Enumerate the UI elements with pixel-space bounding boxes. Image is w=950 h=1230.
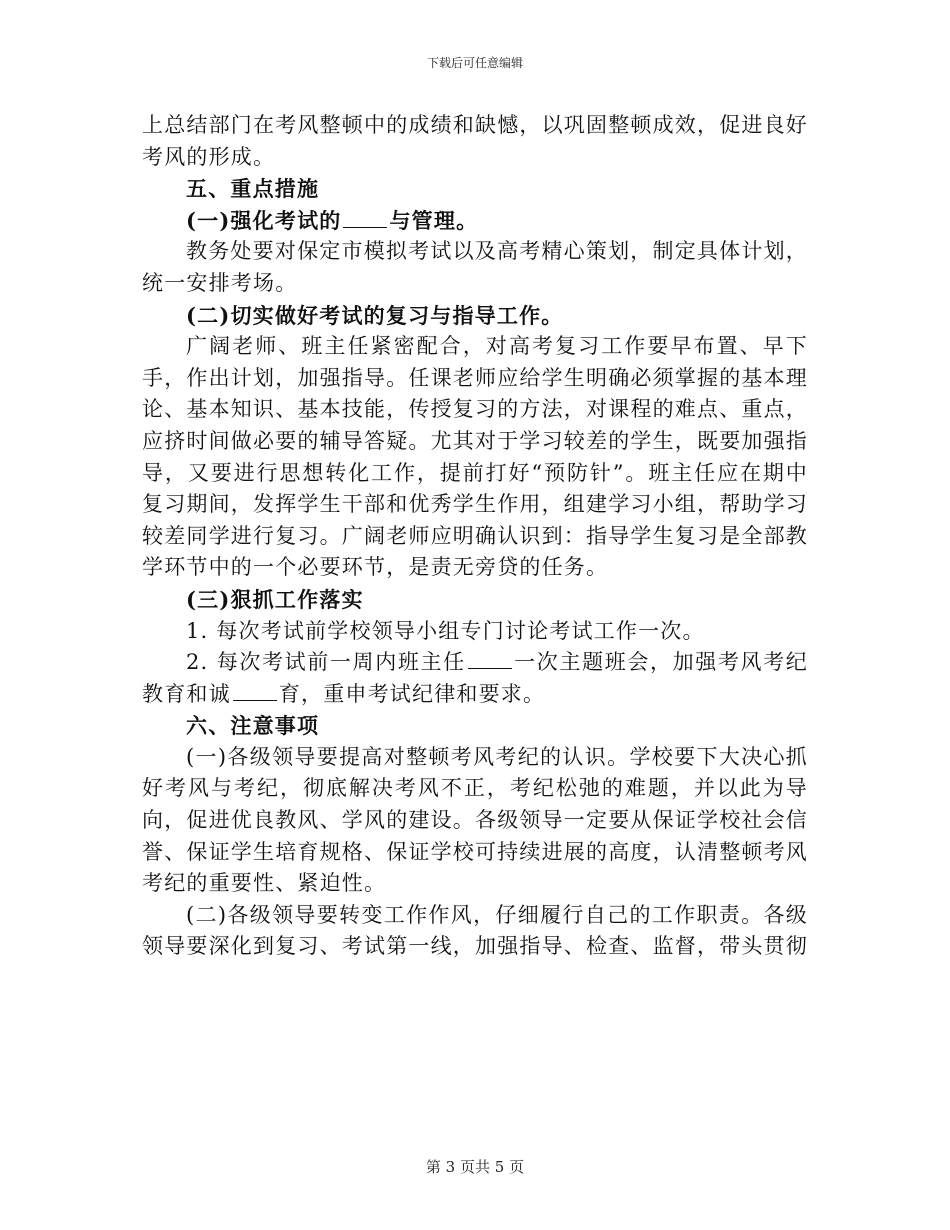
heading-key-measures: 五、重点措施 bbox=[186, 176, 320, 202]
subheading-text-start: (一)强化考试的 bbox=[186, 207, 342, 233]
page-footer: 第 3 页共 5 页 bbox=[425, 1158, 525, 1176]
fill-in-blank bbox=[343, 209, 387, 228]
list-item-2-text-a: 2. 每次考试前一周内班主任 bbox=[186, 650, 466, 675]
heading-notes: 六、注意事项 bbox=[186, 713, 320, 739]
fill-in-blank bbox=[468, 650, 512, 669]
paragraph-work-style: (二)各级领导要转变工作作风，仔细履行自己的工作职责。各级领导要深化到复习、考试第一线，加强指导、检查、监督，带头贯彻 bbox=[142, 902, 808, 959]
list-item-2-text-b: 一次主题班会，加强考风考纪教育和诚 bbox=[142, 650, 808, 706]
list-item-1: 1. 每次考试前学校领导小组专门讨论考试工作一次。 bbox=[186, 618, 705, 643]
fill-in-blank bbox=[233, 682, 277, 701]
paragraph-teachers-cooperation: 广阔老师、班主任紧密配合，对高考复习工作要早布置、早下手，作出计划，加强指导。任课老师应给学生明确必须掌握的基本理论、基本知识、基本技能，传授复习的方法，对课程的难点、重点，应挤时间做必要的辅导答疑。尤其对于学习较差的学生，既要加强指导，又要进行思想转化工作，提前打好“预防针”。班主任应在期中复习期间，发挥学生干部和优秀学生作用，组建学习小组，帮助学习较差同学进行复习。广阔老师应明确认识到：指导学生复习是全部教学环节中的一个必要环节，是责无旁贷的任务。 bbox=[142, 334, 808, 580]
subheading-strengthen-exam bbox=[142, 205, 808, 237]
paragraph-summary: 上总结部门在考风整顿中的成绩和缺憾，以巩固整顿成效，促进良好考风的形成。 bbox=[142, 113, 808, 169]
subheading-text-end: 与管理。 bbox=[389, 207, 479, 233]
page-header: 下载后可任意编辑 bbox=[426, 56, 523, 70]
paragraph-academic-affairs: 教务处要对保定市模拟考试以及高考精心策划，制定具体计划，统一安排考场。 bbox=[142, 239, 808, 295]
document-body bbox=[142, 110, 808, 963]
list-item-2-text-c: 育，重申考试纪律和要求。 bbox=[278, 681, 546, 706]
subheading-review-guidance: (二)切实做好考试的复习与指导工作。 bbox=[186, 302, 564, 328]
list-item-2 bbox=[142, 647, 808, 710]
subheading-implementation: (三)狠抓工作落实 bbox=[186, 586, 364, 612]
paragraph-leadership-awareness: (一)各级领导要提高对整顿考风考纪的认识。学校要下大决心抓好考风与考纪，彻底解决考风不正，考纪松弛的难题，并以此为导向，促进优良教风、学风的建设。各级领导一定要从保证学校社会信誉、保证学生培育规格、保证学校可持续进展的高度，认清整顿考风考纪的重要性、紧迫性。 bbox=[142, 744, 808, 896]
